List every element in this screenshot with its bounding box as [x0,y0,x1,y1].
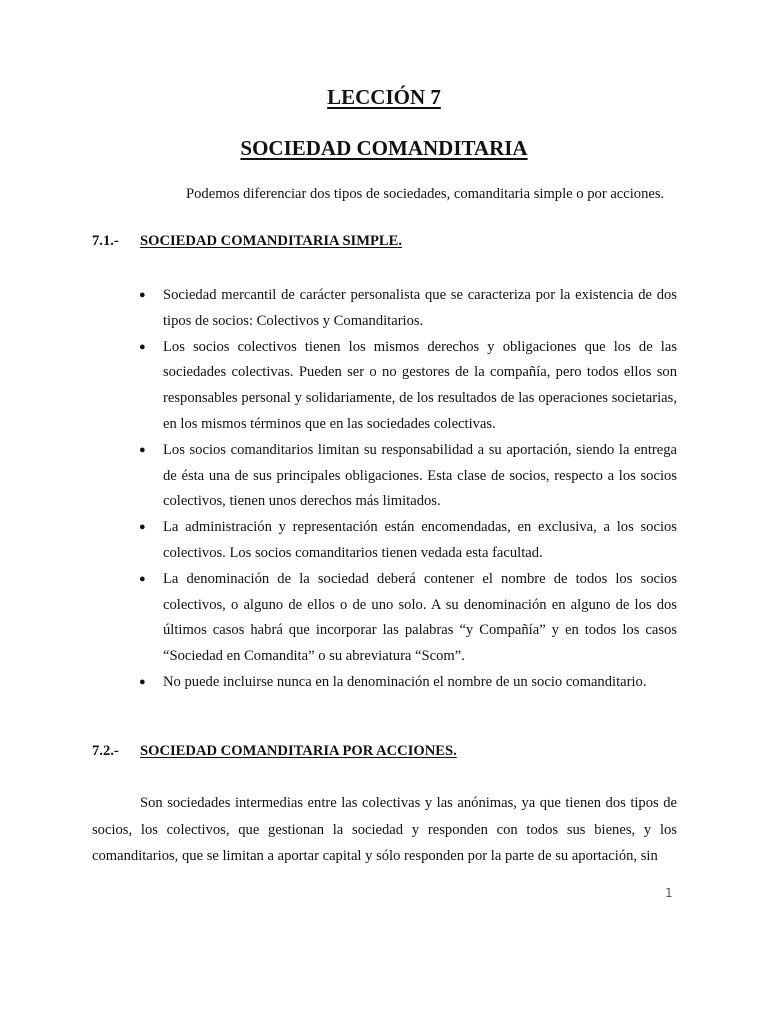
list-item [137,438,677,515]
section-title: SOCIEDAD COMANDITARIA POR ACCIONES. [140,743,457,759]
section-number: 7.1.- [92,233,119,249]
section-heading-7-1 [92,233,402,250]
list-item-text: Los socios comanditarios limitan su responsabilidad a su aportación, siendo la entrega de ésta una de sus principales obligaciones. Esta clase de socios, respecto a los socios colectivos, tienen unos derechos más limitados. [163,441,677,510]
list-item [137,283,677,335]
bullet-icon: ● [139,443,146,456]
bullet-icon: ● [139,572,146,585]
list-item-text: Sociedad mercantil de carácter personalista que se caracteriza por la existencia de dos tipos de socios: Colectivos y Comanditarios. [163,287,677,329]
list-item-text: No puede incluirse nunca en la denominación el nombre de un socio comanditario. [163,673,647,690]
section-heading-7-2 [92,743,457,760]
page-number: 1 [665,886,673,900]
list-item-text: La denominación de la sociedad deberá contener el nombre de todos los socios colectivos, o alguno de ellos o de uno solo. A su denominación en alguno de los dos últimos casos habrá que incorporar las palabras “y Compañía” y en todos los casos “Sociedad en Comandita” o su abreviatura “Scom”. [163,570,677,665]
bullet-icon: ● [139,340,146,353]
bullet-icon: ● [139,521,146,534]
body-paragraph: Son sociedades intermedias entre las colectivas y las anónimas, ya que tienen dos tipos de socios, los colectivos, que gestionan la sociedad y responden con todos sus bienes, y los comanditarios, que se limitan a aportar capital y sólo responden por la parte de su aportación, sin [92,795,677,864]
section-number: 7.2.- [92,743,119,759]
list-item [137,567,677,670]
lesson-title: LECCIÓN 7 [327,85,441,109]
list-item [137,335,677,438]
list-item-text: Los socios colectivos tienen los mismos derechos y obligaciones que los de las sociedades colectivas. Pueden ser o no gestores de la compañía, pero todos ellos son responsables personal y solidariamente, de los resultados de las operaciones societarias, en los mismos términos que en las sociedades colectivas. [163,338,677,432]
bullet-icon: ● [139,675,146,688]
list-item [137,670,677,696]
main-title: SOCIEDAD COMANDITARIA [240,136,528,160]
section-title: SOCIEDAD COMANDITARIA SIMPLE. [140,233,403,249]
bullet-list [137,283,677,696]
list-item [137,515,677,567]
list-item-text: La administración y representación están encomendadas, en exclusiva, a los socios colectivos. Los socios comanditarios tienen vedada esta facultad. [163,519,677,561]
intro-paragraph: Podemos diferenciar dos tipos de sociedades, comanditaria simple o por acciones. [186,186,665,202]
bullet-icon: ● [139,289,146,301]
